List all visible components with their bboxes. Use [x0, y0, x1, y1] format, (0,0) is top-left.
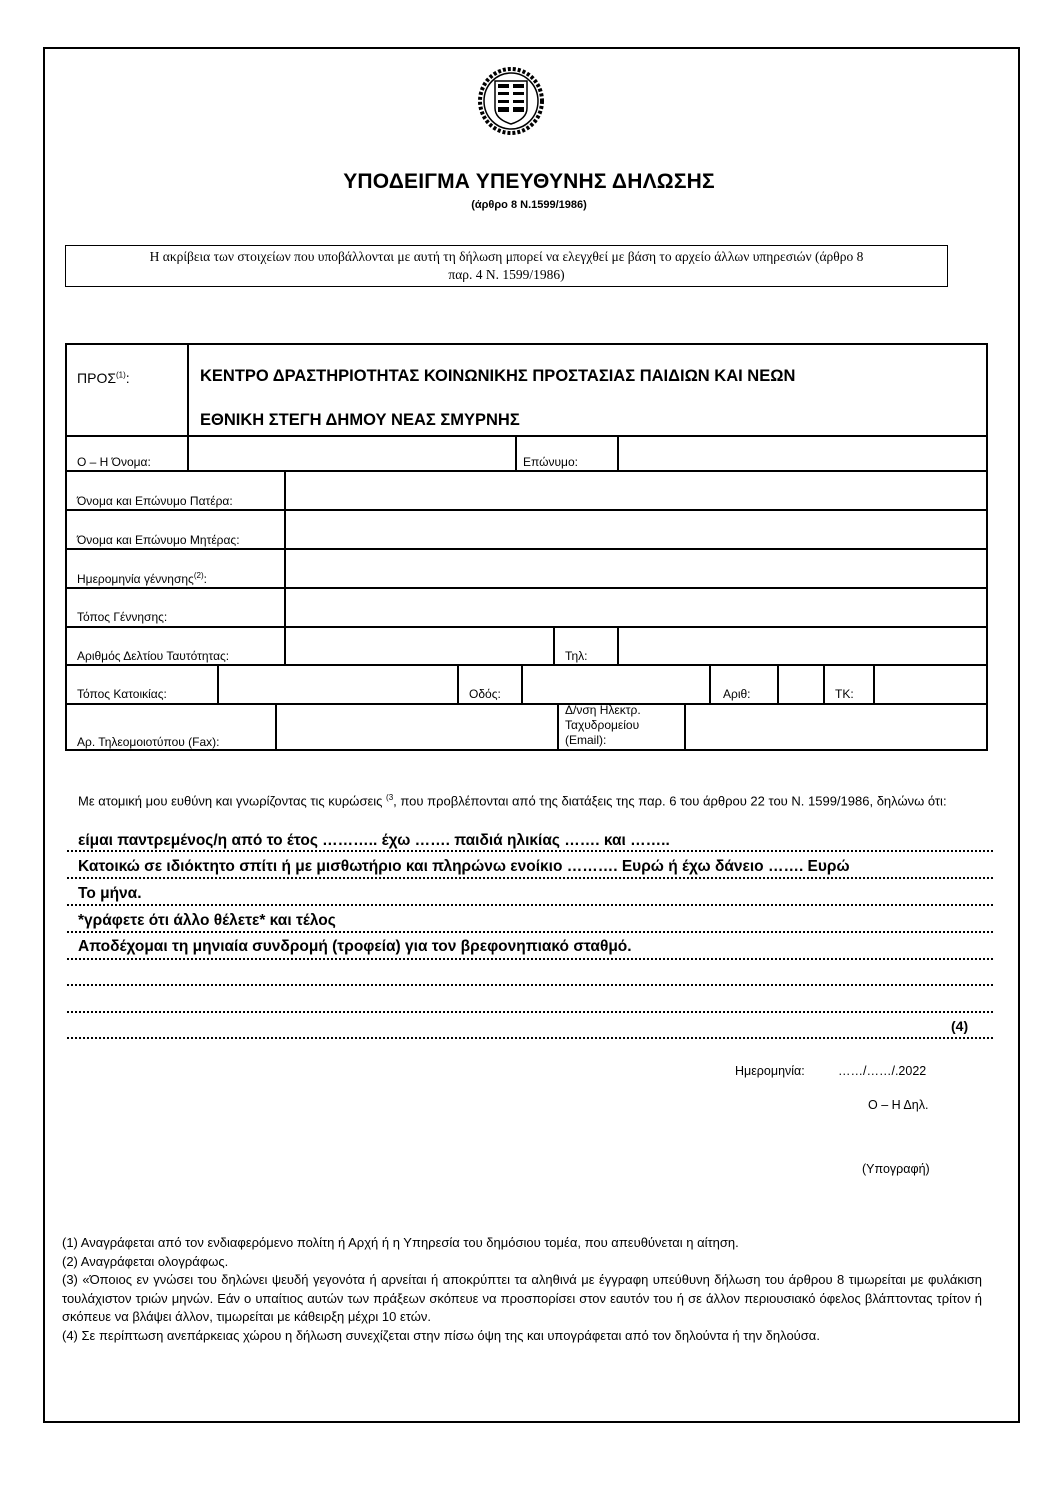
birth-place-label: Τόπος Γέννησης:	[77, 610, 168, 624]
dotted-rule	[67, 958, 993, 960]
street-field[interactable]	[523, 666, 709, 703]
personal-details-table	[65, 343, 988, 751]
intro-footnote-ref: (3	[386, 793, 394, 802]
greek-coat-of-arms-icon	[476, 64, 546, 140]
dotted-rule	[67, 984, 993, 986]
dotted-rule	[67, 877, 993, 879]
dotted-rule	[67, 904, 993, 906]
to-label-text: ΠΡΟΣ	[77, 370, 116, 386]
notice-line-2: παρ. 4 Ν. 1599/1986)	[448, 267, 565, 282]
date-value[interactable]: ……/……/.2022	[838, 1064, 927, 1078]
footnote-3: (3) «Όποιος εν γνώσει του δηλώνει ψευδή γεγονότα ή αρνείται ή αποκρύπτει τα αληθινά με έγγραφη υπεύθυνη δήλωση του άρθρου 8 τιμωρείται με φυλάκιση τουλάχιστον τριών μηνών. Εάν ο υπαίτιος αυτών των πράξεων σκόπευε να προσπορίσει στον εαυτόν του ή σε άλλον περιουσιακό όφελος βλάπτοντας τρίτον ή σκόπευε να βλάψει άλλον, τιμωρείται με κάθειρξη μέχρι 10 ετών.	[62, 1272, 982, 1324]
postcode-field[interactable]	[875, 666, 986, 703]
to-colon: :	[125, 370, 130, 386]
declaration-intro	[78, 789, 978, 809]
intro-text-b: , που προβλέπονται από της διατάξεις της παρ. 6 του άρθρου 22 του Ν. 1599/1986, δηλώνω ότι:	[393, 793, 947, 809]
first-name-label: Ο – Η Όνομα:	[77, 455, 151, 469]
declarant-label: Ο – Η Δηλ.	[868, 1098, 929, 1112]
footnote-2: (2) Αναγράφεται ολογράφως.	[62, 1253, 229, 1269]
phone-field[interactable]	[619, 628, 986, 664]
intro-text-a: Με ατομική μου ευθύνη και γνωρίζοντας τις κυρώσεις	[78, 793, 387, 809]
email-label-line-1: Δ/νση Ηλεκτρ.	[565, 703, 641, 717]
residence-label: Τόπος Κατοικίας:	[77, 687, 167, 701]
footnote-4-ref: (4)	[951, 1018, 969, 1034]
notice-line-1: Η ακρίβεια των στοιχείων που υποβάλλονται με αυτή τη δήλωση μπορεί να ελεγχθεί με βάση το αρχείο άλλων υπηρεσιών (άρθρο 8	[149, 249, 864, 264]
declaration-line-3[interactable]: Το μήνα.	[78, 885, 142, 902]
signature-area[interactable]	[800, 1115, 940, 1155]
email-label-line-2: Ταχυδρομείου	[565, 718, 640, 732]
to-footnote-ref: (1)	[116, 370, 126, 380]
number-label: Αριθ:	[723, 687, 751, 701]
birth-place-field[interactable]	[286, 589, 986, 626]
street-label: Οδός:	[469, 687, 501, 701]
birth-date-field[interactable]	[286, 550, 986, 587]
mother-name-label: Όνομα και Επώνυμο Μητέρας:	[77, 533, 240, 547]
surname-label: Επώνυμο:	[523, 455, 578, 469]
id-number-label: Αριθμός Δελτίου Ταυτότητας:	[77, 649, 230, 663]
fax-field[interactable]	[277, 705, 557, 751]
father-name-label: Όνομα και Επώνυμο Πατέρα:	[77, 494, 233, 508]
mother-name-field[interactable]	[286, 511, 986, 548]
email-label	[565, 703, 641, 748]
father-name-field[interactable]	[286, 472, 986, 509]
dotted-rule	[67, 850, 993, 852]
first-name-field[interactable]	[189, 437, 515, 470]
number-field[interactable]	[779, 666, 823, 703]
page-subtitle: (άρθρο 8 Ν.1599/1986)	[471, 199, 587, 211]
residence-field[interactable]	[219, 666, 457, 703]
id-number-field[interactable]	[286, 628, 553, 664]
email-field[interactable]	[686, 705, 986, 751]
recipient-line-2: ΕΘΝΙΚΗ ΣΤΕΓΗ ΔΗΜΟΥ ΝΕΑΣ ΣΜΥΡΝΗΣ	[200, 411, 520, 429]
phone-label: Τηλ:	[565, 649, 588, 663]
declaration-line-5[interactable]: Αποδέχομαι τη μηνιαία συνδρομή (τροφεία) για τον βρεφονηπιακό σταθμό.	[78, 938, 632, 955]
dotted-rule	[67, 1011, 993, 1013]
fax-label: Αρ. Τηλεομοιοτύπου (Fax):	[77, 735, 220, 749]
email-label-line-3: (Email):	[565, 733, 607, 747]
dotted-rule	[67, 931, 993, 933]
footnote-4: (4) Σε περίπτωση ανεπάρκειας χώρου η δήλωση συνεχίζεται στην πίσω όψη της και υπογράφεται από τον δηλούντα ή την δηλούσα.	[62, 1327, 820, 1343]
birth-date-label	[77, 571, 207, 586]
page-title: ΥΠΟΔΕΙΓΜΑ ΥΠΕΥΘΥΝΗΣ ΔΗΛΩΣΗΣ	[343, 170, 715, 193]
declaration-line-2[interactable]: Κατοικώ σε ιδιόκτητο σπίτι ή με μισθωτήριο και πληρώνω ενοίκιο ………. Ευρώ ή έχω δάνειο ……. Ευρώ	[78, 858, 850, 875]
dotted-rule	[67, 1037, 993, 1039]
birth-date-label-text: Ημερομηνία γέννησης	[77, 572, 194, 586]
recipient-line-1: ΚΕΝΤΡΟ ΔΡΑΣΤΗΡΙΟΤΗΤΑΣ ΚΟΙΝΩΝΙΚΗΣ ΠΡΟΣΤΑΣΙΑΣ ΠΑΙΔΙΩΝ ΚΑΙ ΝΕΩΝ	[200, 367, 796, 385]
footnotes	[62, 1234, 982, 1345]
accuracy-notice	[65, 245, 948, 287]
to-label	[77, 370, 130, 386]
surname-field[interactable]	[619, 437, 986, 470]
postcode-label: ΤΚ:	[835, 687, 854, 701]
birth-date-footnote-ref: (2)	[193, 571, 204, 580]
birth-date-colon: :	[203, 572, 207, 586]
footnote-1: (1) Αναγράφεται από τον ενδιαφερόμενο πολίτη ή Αρχή ή η Υπηρεσία του δημόσιου τομέα, που απευθύνεται η αίτηση.	[62, 1235, 739, 1250]
date-label: Ημερομηνία:	[735, 1064, 805, 1078]
declaration-line-4[interactable]: *γράφετε ότι άλλο θέλετε* και τέλος	[78, 912, 336, 929]
declaration-line-1[interactable]: είμαι παντρεμένος/η από το έτος ……….. έχω ……. παιδιά ηλικίας ……. και ……..	[78, 832, 670, 849]
signature-label: (Υπογραφή)	[862, 1162, 930, 1176]
